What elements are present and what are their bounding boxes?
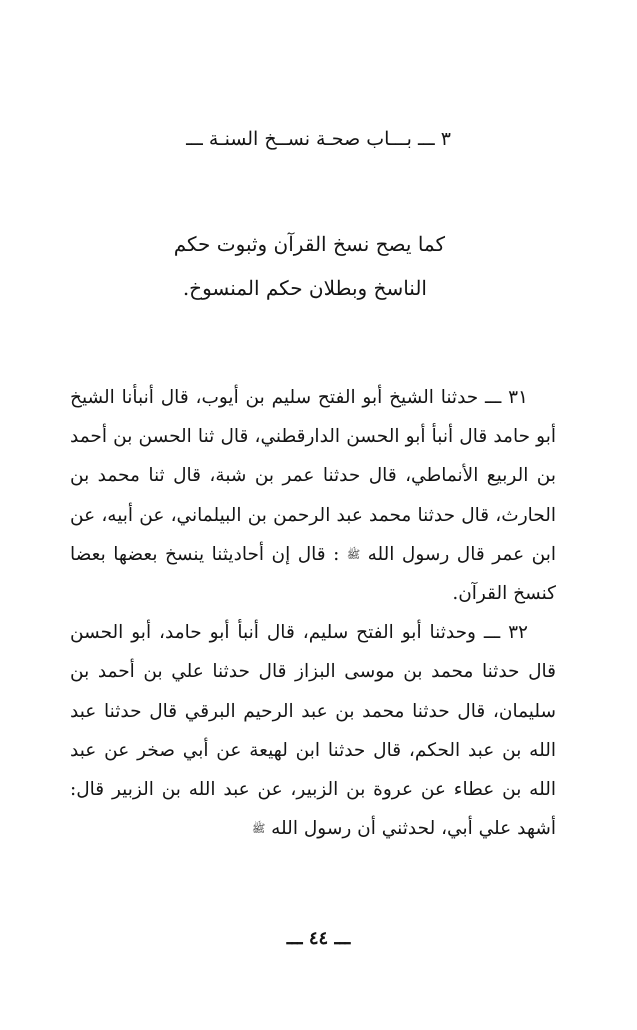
paragraph-text: ٣١ ـــ حدثنا الشيخ أبو الفتح سليم بن أيوب، قال أنبأنا الشيخ أبو حامد قال أنبأ أبو الحسن الدارقطني، قال ثنا الحسن بن أحمد بن الربيع الأنماطي، قال حدثنا عمر بن شبة، قال ثنا محمد بن الحارث، قال حدثنا محمد عبد الرحمن بن البيلماني، عن أبيه، عن ابن عمر قال رسول الله bbox=[70, 387, 556, 565]
body-text bbox=[70, 378, 556, 848]
paragraph-text-continued: : قال إن أحاديثنا ينسخ بعضها بعضا كنسخ القرآن. bbox=[70, 543, 556, 605]
chapter-title: ٣ ـــ بـــاب صحـة نســخ السنـة ـــ bbox=[186, 128, 451, 150]
paragraph-text: ٣٢ ـــ وحدثنا أبو الفتح سليم، قال أنبأ أبو حامد، أبو الحسن قال حدثنا محمد بن موسى البزاز قال حدثنا علي بن أحمد بن سليمان، قال حدثنا محمد بن عبد الرحيم البرقي قال حدثنا عبد الله بن عبد الحكم، قال حدثنا ابن لهيعة عن أبي صخر عن عبد الله بن عطاء عن عروة بن الزبير، عن عبد الله بن الزبير قال: أشهد علي أبي، لحدثني أن رسول الله bbox=[70, 622, 556, 840]
page-number: ـــ ٤٤ ـــ bbox=[286, 928, 351, 949]
chapter-subtitle bbox=[0, 222, 637, 310]
salawat-mark: ﷺ bbox=[346, 547, 361, 561]
hadith-paragraph-31 bbox=[70, 378, 556, 613]
subtitle-line-2: الناسخ وبطلان حكم المنسوخ. bbox=[182, 276, 427, 300]
hadith-paragraph-32 bbox=[70, 613, 556, 848]
subtitle-line-1: كما يصح نسخ القرآن وثبوت حكم bbox=[173, 232, 445, 256]
salawat-mark: ﷺ bbox=[251, 822, 266, 836]
